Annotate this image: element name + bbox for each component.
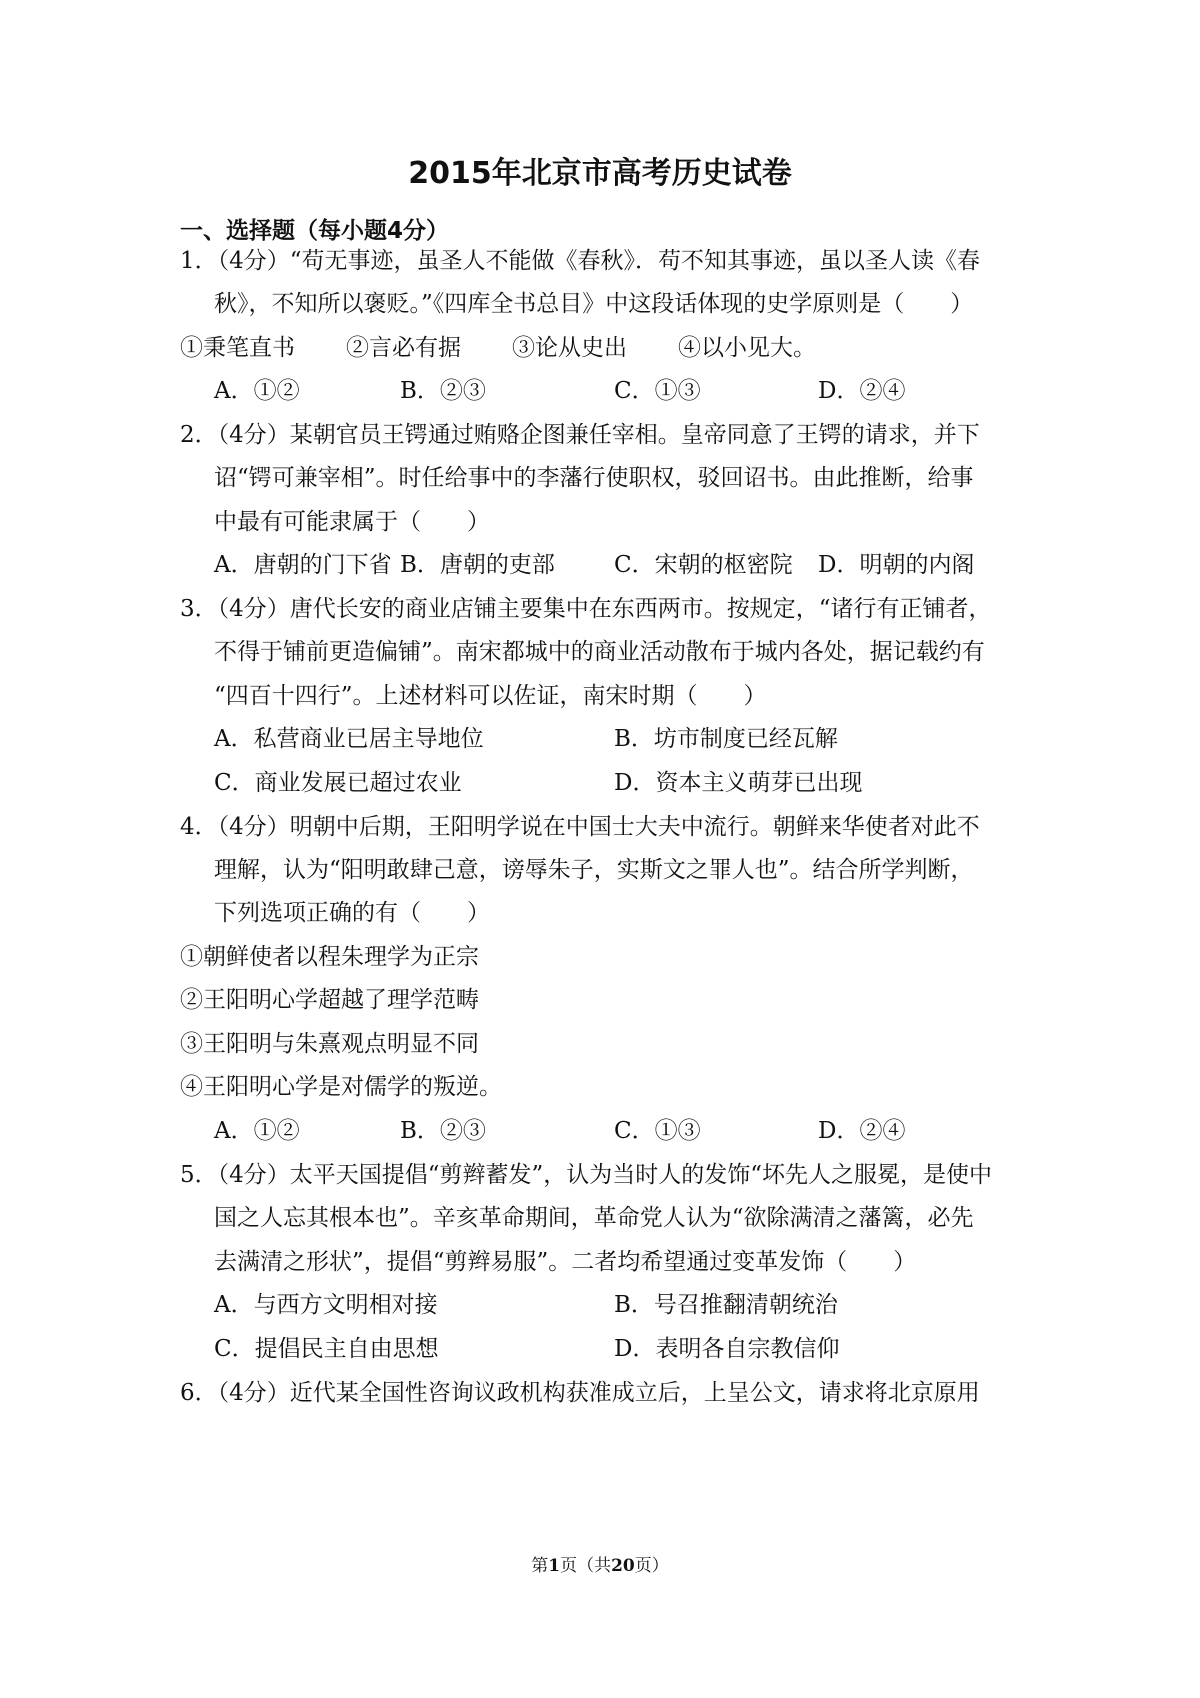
question-1-option-d: D．②④ bbox=[818, 378, 906, 404]
question-4-option-b: B．②③ bbox=[400, 1118, 486, 1144]
question-1-statement: ③论从史出 bbox=[512, 335, 627, 361]
question-4-line-1: 4．（4分）明朝中后期，王阳明学说在中国士大夫中流行。朝鲜来华使者对此不 bbox=[180, 814, 980, 840]
footer-prefix: 第 bbox=[531, 1556, 549, 1576]
question-5-line-2: 国之人忘其根本也”。辛亥革命期间，革命党人认为“欲除满清之藩篱，必先 bbox=[214, 1205, 974, 1231]
question-3-option-a: A．私营商业已居主导地位 bbox=[214, 726, 484, 752]
question-4-statement: ①朝鲜使者以程朱理学为正宗 bbox=[180, 944, 479, 970]
question-5-option-c: C．提倡民主自由思想 bbox=[214, 1336, 439, 1362]
question-1-option-a: A．①② bbox=[214, 378, 300, 404]
question-2-option-a: A．唐朝的门下省 bbox=[214, 552, 392, 578]
question-1-option-b: B．②③ bbox=[400, 378, 486, 404]
question-4-statement: ②王阳明心学超越了理学范畴 bbox=[180, 987, 479, 1013]
footer-suffix: 页） bbox=[634, 1556, 669, 1576]
page-title: 2015年北京市高考历史试卷 bbox=[408, 156, 792, 191]
question-1-statement: ②言必有据 bbox=[346, 335, 461, 361]
question-4-option-d: D．②④ bbox=[818, 1118, 906, 1144]
question-2-line-3: 中最有可能隶属于（ ） bbox=[214, 509, 490, 535]
section-heading: 一、选择题（每小题4分） bbox=[180, 218, 450, 244]
question-5-option-b: B．号召推翻清朝统治 bbox=[614, 1292, 838, 1318]
question-4-line-2: 理解，认为“阳明敢肆己意，谤辱朱子，实斯文之罪人也”。结合所学判断， bbox=[214, 857, 974, 883]
question-2-line-2: 诏“锷可兼宰相”。时任给事中的李藩行使职权，驳回诏书。由此推断，给事 bbox=[214, 465, 974, 491]
question-3-line-2: 不得于铺前更造偏铺”。南宋都城中的商业活动散布于城内各处，据记载约有 bbox=[214, 639, 985, 665]
question-5-option-a: A．与西方文明相对接 bbox=[214, 1292, 438, 1318]
question-1-line-1: 1．（4分）“苟无事迹，虽圣人不能做《春秋》．苟不知其事迹，虽以圣人读《春 bbox=[180, 248, 981, 274]
question-6-line-1: 6．（4分）近代某全国性咨询议政机构获准成立后，上呈公文，请求将北京原用 bbox=[180, 1380, 980, 1406]
question-5-option-d: D．表明各自宗教信仰 bbox=[614, 1336, 840, 1362]
question-3-option-d: D．资本主义萌芽已出现 bbox=[614, 770, 863, 796]
question-3-line-1: 3．（4分）唐代长安的商业店铺主要集中在东西两市。按规定，“诸行有正铺者， bbox=[180, 596, 992, 622]
question-1-statement: ①秉笔直书 bbox=[180, 335, 295, 361]
question-2-option-c: C．宋朝的枢密院 bbox=[614, 552, 793, 578]
question-1-statement: ④以小见大。 bbox=[678, 335, 816, 361]
question-5-line-1: 5．（4分）太平天国提倡“剪辫蓄发”，认为当时人的发饰“坏先人之服冕，是使中 bbox=[180, 1162, 993, 1188]
question-2-option-d: D．明朝的内阁 bbox=[818, 552, 975, 578]
question-3-line-3: “四百十四行”。上述材料可以佐证，南宋时期（ ） bbox=[214, 683, 767, 709]
footer-middle: 页（共 bbox=[560, 1556, 612, 1576]
question-3-option-c: C．商业发展已超过农业 bbox=[214, 770, 462, 796]
question-4-line-3: 下列选项正确的有（ ） bbox=[214, 900, 490, 926]
question-4-statement: ③王阳明与朱熹观点明显不同 bbox=[180, 1031, 479, 1057]
question-5-line-3: 去满清之形状”，提倡“剪辫易服”。二者均希望通过变革发饰（ ） bbox=[214, 1249, 917, 1275]
page-footer bbox=[0, 1554, 1200, 1578]
question-4-option-a: A．①② bbox=[214, 1118, 300, 1144]
question-1-line-2: 秋》，不知所以褒贬。”《四库全书总目》中这段话体现的史学原则是（ ） bbox=[214, 291, 974, 317]
question-2-line-1: 2．（4分）某朝官员王锷通过贿赂企图兼任宰相。皇帝同意了王锷的请求，并下 bbox=[180, 422, 980, 448]
footer-page-number: 1 bbox=[548, 1556, 561, 1576]
question-4-option-c: C．①③ bbox=[614, 1118, 701, 1144]
question-1-option-c: C．①③ bbox=[614, 378, 701, 404]
question-3-option-b: B．坊市制度已经瓦解 bbox=[614, 726, 838, 752]
footer-total-pages: 20 bbox=[611, 1556, 635, 1576]
question-2-option-b: B．唐朝的吏部 bbox=[400, 552, 555, 578]
question-4-statement: ④王阳明心学是对儒学的叛逆。 bbox=[180, 1074, 502, 1100]
